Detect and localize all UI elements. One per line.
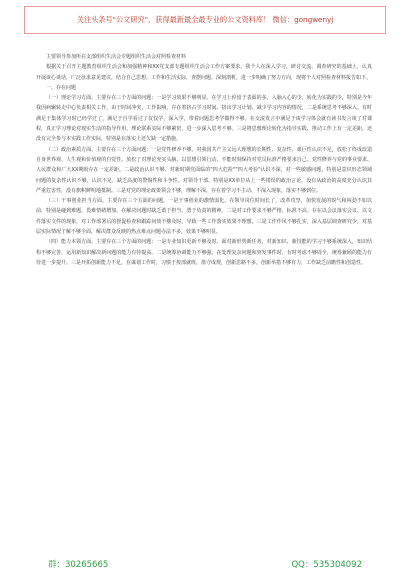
document-body — [36, 52, 372, 548]
body-paragraph: （三）干事创业担当方面。主要存在三个方面的问题。一是干事创业的激情弱化。在领导岗位时间长了，改革攻坚，加快发展的锐气和闯劲不如以前，特别是碰到难题，畏难情绪增加，在解决问题时缺乏敢于担当、勇于负责的精神。二是对工作要求不够严格，标准不高。存在以会议落实会议、以文件落实文件的现象，对工作部署后的督促检查和跟踪问效不够及时，导致一些工作落实效果不理想。三是工作作风不够扎实，深入基层调查研究少，对基层实际情况了解不够全面，解决群众反映的热点难点问题办法不多，效果不够明显。 — [36, 198, 372, 236]
body-paragraph: （四）能力本领方面。主要存在三个方面的问题：一是专业知识更新不够及时。面对新形势新任务，对新知识、新技能的学习不够系统深入，知识结构不够完善，运用新知识解决新问题的能力有待提高。二是统筹协调能力不够强。在处理复杂问题和突发事件时，有时考虑不够周全，统筹兼顾的能力有待进一步提升。三是开拓创新能力不足。在谋划工作时，习惯于按部就班，墨守成规，创新思路不多，创新举措不够有力，工作缺乏前瞻性和创造性。 — [36, 239, 372, 266]
footer-group-number: 群：30265665 — [48, 560, 109, 570]
document-title: 主要领导参加所在支部组织生活会专题组织生活会对照检查材料 — [46, 54, 187, 60]
promo-banner — [24, 6, 386, 34]
footer-qq-number: QQ：535304092 — [291, 560, 362, 570]
section-heading: 一、存在问题 — [46, 84, 77, 91]
body-paragraph: （一）理论学习方面。主要存在三个方面的问题：一是学习效果不够明显。在学习上停留于表面的多，入脑入心的少，转化为实践的少，特别是今年我因病辗转走中心负责相关工作，由于时间冲突，工作影响，存在着挤占学习时间、挤出学习计划，减少学习内容的情况，二是系统思考不够深入。有时满足于集体学习时已经学过了，满足于自学看过了仅仅学，深入学，带着问题思考学做得不够。在交流发言中满足于谈学习体会就有读书发言谈了对课程，真正学习理论对现实生活的指导作用，理论联系实际不够紧密，进一步深入思考不够。三是将思想理论转化为指导实践、推动工作上有一定差距，还没有完全参与本实践工作实际，特别是在落实上还欠缺一定措施。 — [36, 95, 372, 143]
footer-contact — [30, 554, 380, 574]
body-paragraph: （二）政治素质方面。主要存在三个方面问题：一是党性修养不够。对我国共产主义远大理想的长期性、复杂性、艰巨性认识不足，放松了终成改造自身世界观、人生观和价值观的自觉性。放松了对理论充实头脑、以思想引领行动，不能时刻保持对党员标准严格要求自己。党性修养与党的事业要求、人民群众和广大XX期盼存在一定差距。二是政治认识不够，对新时期党面临的"四大危险""四大考验"认识不深，对一些敏感问题，特别是意识形态领域问题的复杂性认识不够，认识不足，缺乏高度的警惕性和斗争性。对领导干部、特别是XX单位从上一些错误的政治言论，没有从政治的高度充分认识其严重危害性，没有旗帜鲜明地抵制。三是对党的理论政策领会不够，理解不深，存在着学习不主动、不深入现象，落实不够到位。 — [36, 146, 372, 194]
promo-banner-text: 关注头条号"公文研究"，获得最新最全最专业的公文资料库！ 微信：gongwenyj — [76, 15, 334, 24]
intro-paragraph: 根据关于召开主题教育组织生活会和加强精神和XX党支部专题组织生活会工作方案要求，我个人在深入学习，研讨交流、调查研究的基础上，认真开展谈心谈话，广泛征求意见建议，结合自己思想，工作和生活实际，查摆问题、深刻剖析，进一步明确了努力方向，现将个人对照检查材料报告如下。 — [36, 64, 372, 81]
